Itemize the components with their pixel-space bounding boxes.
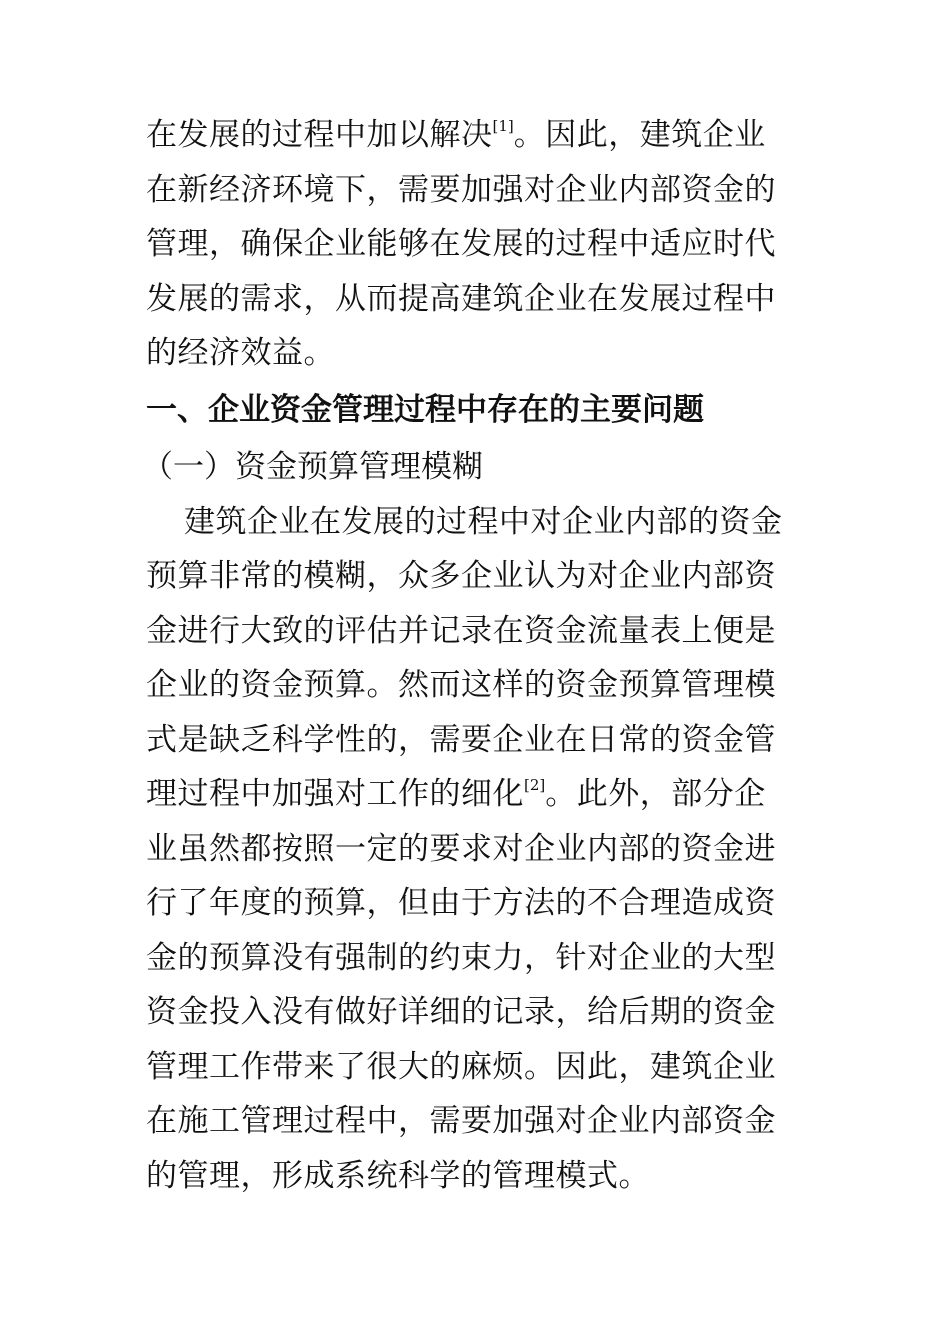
text-line: 的经济效益。 — [146, 335, 335, 371]
text-line: 的管理，形成系统科学的管理模式。 — [146, 1157, 650, 1194]
text-line: 理过程中加强对工作的细化[2]。此外，部分企 — [146, 776, 766, 812]
subsection-heading: （一）资金预算管理模糊 — [142, 448, 483, 485]
text-line: 发展的需求，从而提高建筑企业在发展过程中 — [146, 280, 776, 317]
text-line: 管理，确保企业能够在发展的过程中适应时代 — [146, 226, 776, 262]
text-line: 行了年度的预算，但由于方法的不合理造成资 — [146, 885, 776, 921]
intro-paragraph — [146, 108, 796, 381]
citation-ref: [1] — [492, 117, 514, 135]
section-paragraph — [146, 495, 796, 1204]
text-line: 业虽然都按照一定的要求对企业内部的资金进 — [146, 830, 776, 867]
text-line: 在发展的过程中加以解决[1]。因此，建筑企业 — [146, 117, 766, 153]
document-page — [142, 108, 796, 1203]
text-line: 预算非常的模糊，众多企业认为对企业内部资 — [146, 558, 776, 594]
citation-ref: [2] — [524, 776, 546, 794]
text-line: 金的预算没有强制的约束力，针对企业的大型 — [146, 939, 776, 976]
text-line: 管理工作带来了很大的麻烦。因此，建筑企业 — [146, 1048, 776, 1085]
text-line: 资金投入没有做好详细的记录，给后期的资金 — [146, 994, 776, 1030]
text-line: 在施工管理过程中，需要加强对企业内部资金 — [146, 1103, 776, 1139]
text-line: 在新经济环境下，需要加强对企业内部资金的 — [146, 171, 776, 208]
section-heading: 一、企业资金管理过程中存在的主要问题 — [146, 391, 704, 428]
text-line: 企业的资金预算。然而这样的资金预算管理模 — [146, 667, 776, 703]
text-line: 建筑企业在发展的过程中对企业内部的资金 — [184, 503, 783, 540]
text-line: 式是缺乏科学性的，需要企业在日常的资金管 — [146, 721, 776, 758]
text-line: 金进行大致的评估并记录在资金流量表上便是 — [146, 612, 776, 649]
